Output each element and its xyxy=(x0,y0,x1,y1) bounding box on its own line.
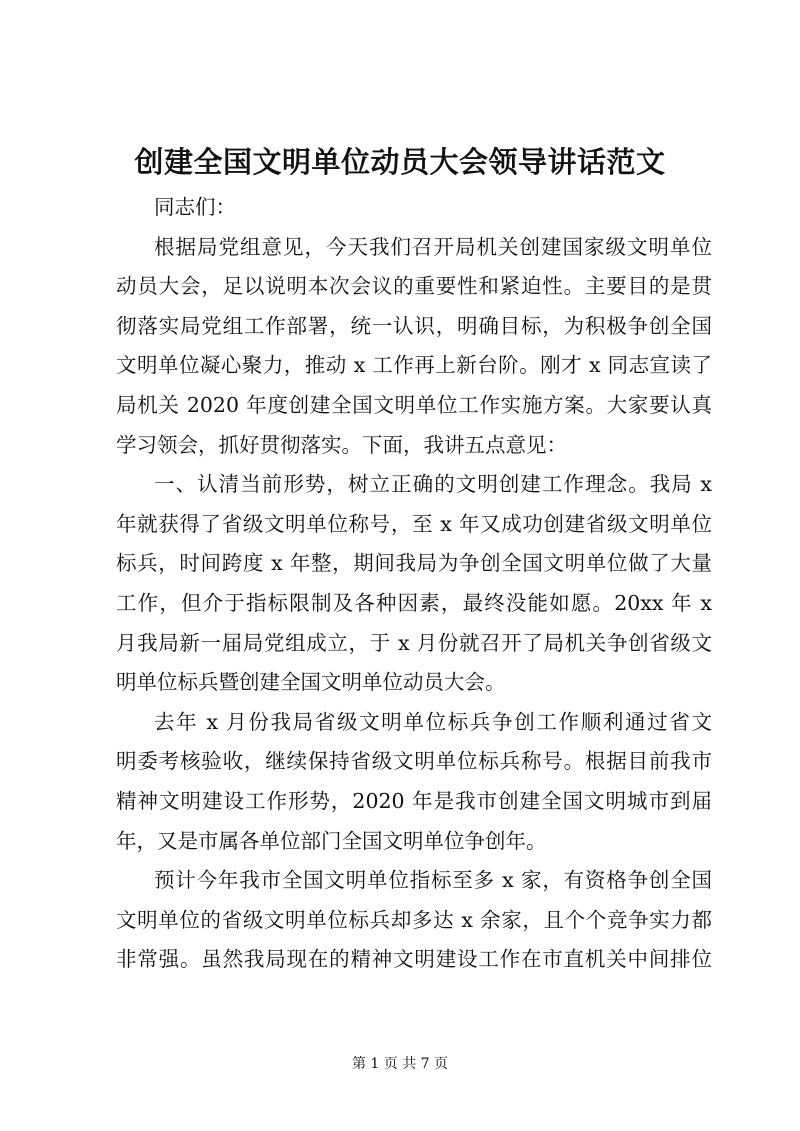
paragraph-line: 学习领会，抓好贯彻落实。下面，我讲五点意见： xyxy=(116,432,567,457)
paragraph-line: 预计今年我市全国文明单位指标至多 x 家，有资格争创全国 xyxy=(154,868,712,893)
paragraph-line: 文明单位的省级文明单位标兵却多达 x 余家，且个个竞争实力都 xyxy=(116,907,712,932)
paragraph-line: 精神文明建设工作形势，2020 年是我市创建全国文明城市到届 xyxy=(116,788,712,813)
paragraph-line: 明委考核验收，继续保持省级文明单位标兵称号。根据目前我市 xyxy=(116,749,712,774)
paragraph-line: 局机关 2020 年度创建全国文明单位工作实施方案。大家要认真 xyxy=(116,392,712,417)
page-number-footer: 第 1 页 共 7 页 xyxy=(351,1056,449,1072)
salutation-line: 同志们： xyxy=(154,195,236,219)
paragraph-line: 年，又是市属各单位部门全国文明单位争创年。 xyxy=(116,828,547,853)
document-title: 创建全国文明单位动员大会领导讲话范文 xyxy=(134,145,666,179)
paragraph-line: 月我局新一届局党组成立，于 x 月份就召开了局机关争创省级文 xyxy=(116,630,712,655)
paragraph-line: 根据局党组意见，今天我们召开局机关创建国家级文明单位 xyxy=(154,234,712,259)
paragraph-line: 标兵，时间跨度 x 年整，期间我局为争创全国文明单位做了大量 xyxy=(116,551,712,576)
paragraph-line: 工作，但介于指标限制及各种因素，最终没能如愿。20xx 年 x xyxy=(116,590,712,615)
paragraph-line: 文明单位凝心聚力，推动 x 工作再上新台阶。刚才 x 同志宣读了 xyxy=(116,353,712,378)
paragraph-line: 去年 x 月份我局省级文明单位标兵争创工作顺利通过省文 xyxy=(154,709,712,734)
document-body xyxy=(116,188,712,980)
paragraph-line: 年就获得了省级文明单位称号，至 x 年又成功创建省级文明单位 xyxy=(116,511,712,536)
paragraph-line: 明单位标兵暨创建全国文明单位动员大会。 xyxy=(116,670,506,695)
paragraph-line: 彻落实局党组工作部署，统一认识，明确目标，为积极争创全国 xyxy=(116,313,712,338)
paragraph-line: 非常强。虽然我局现在的精神文明建设工作在市直机关中间排位 xyxy=(116,947,712,972)
paragraph-line: 动员大会，足以说明本次会议的重要性和紧迫性。主要目的是贯 xyxy=(116,274,712,299)
paragraph-line: 一、认清当前形势，树立正确的文明创建工作理念。我局 x xyxy=(154,472,712,497)
